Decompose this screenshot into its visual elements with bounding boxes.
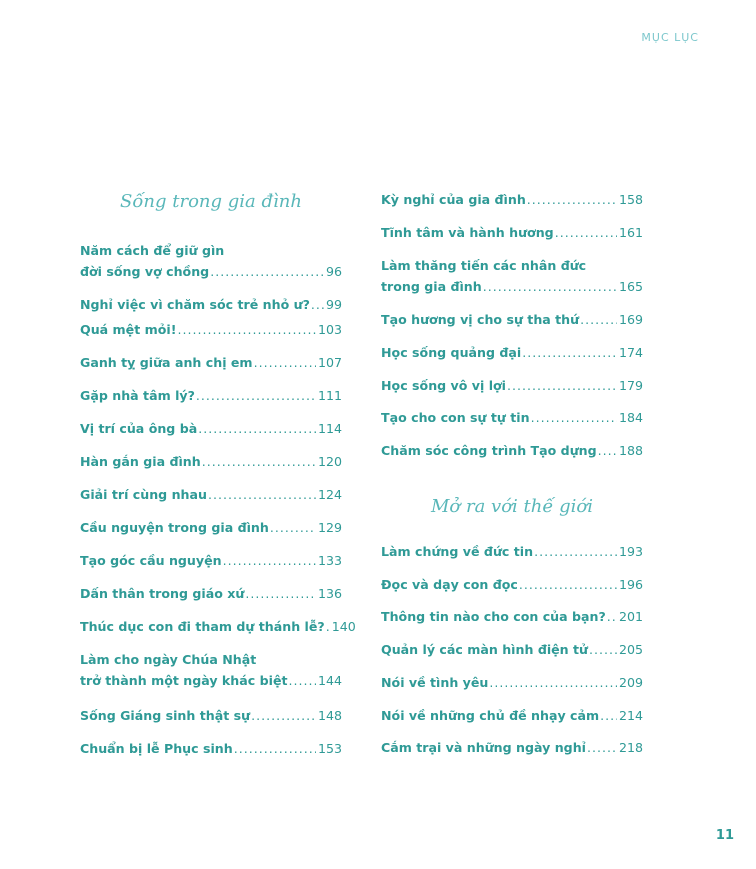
toc-entry[interactable] xyxy=(381,189,643,210)
toc-entry-line xyxy=(80,583,342,604)
toc-entry-page: 201 xyxy=(618,609,643,624)
dot-leader xyxy=(234,738,316,759)
dot-leader xyxy=(223,550,316,571)
toc-entry-title: Gặp nhà tâm lý? xyxy=(80,388,195,403)
toc-entry-page: 161 xyxy=(618,225,643,240)
toc-entry-page: 179 xyxy=(618,378,643,393)
toc-entry-page: 129 xyxy=(317,520,342,535)
toc-entry-line xyxy=(80,517,342,538)
toc-entry-line xyxy=(80,484,342,505)
toc-entry-page: 188 xyxy=(618,443,643,458)
toc-entry[interactable] xyxy=(80,294,342,315)
toc-entry-line xyxy=(381,276,643,297)
toc-entry-page: 144 xyxy=(317,673,342,688)
dot-leader xyxy=(489,672,617,693)
dot-leader xyxy=(177,319,315,340)
toc-entry-line xyxy=(381,541,643,562)
toc-entry-line xyxy=(381,440,643,461)
toc-entry-line xyxy=(80,385,342,406)
toc-entry[interactable] xyxy=(80,616,356,637)
toc-entry-line xyxy=(80,670,342,691)
toc-entry[interactable] xyxy=(381,309,643,330)
toc-entry-line xyxy=(80,616,356,637)
toc-entry-line xyxy=(381,375,643,396)
toc-entry[interactable] xyxy=(381,222,643,243)
dot-leader xyxy=(600,705,617,726)
toc-entry-title: Thông tin nào cho con của bạn? xyxy=(381,609,606,624)
dot-leader xyxy=(270,517,316,538)
toc-entry-title: Tạo cho con sự tự tin xyxy=(381,410,530,425)
toc-entry-page: 196 xyxy=(618,577,643,592)
toc-entry-title: Chuẩn bị lễ Phục sinh xyxy=(80,741,233,756)
toc-entry-page: 205 xyxy=(618,642,643,657)
toc-entry-line xyxy=(381,407,643,428)
toc-entry-title: đời sống vợ chồng xyxy=(80,264,210,279)
dot-leader xyxy=(531,407,617,428)
dot-leader xyxy=(534,541,617,562)
toc-entry[interactable] xyxy=(381,375,643,396)
toc-entry-page: 99 xyxy=(325,297,342,312)
toc-entry-page: 133 xyxy=(317,553,342,568)
toc-entry-title: Học sống quảng đại xyxy=(381,345,522,360)
toc-entry-line xyxy=(381,672,643,693)
toc-entry-line xyxy=(80,294,342,315)
toc-entry[interactable] xyxy=(381,342,643,363)
dot-leader xyxy=(289,670,316,691)
toc-entry[interactable] xyxy=(80,738,342,759)
toc-entry-title: Sống Giáng sinh thật sự xyxy=(80,708,251,723)
toc-entry-title-line1: Làm cho ngày Chúa Nhật xyxy=(80,652,257,667)
toc-entry-page: 120 xyxy=(317,454,342,469)
toc-entry[interactable] xyxy=(381,672,643,693)
toc-entry-page: 218 xyxy=(618,740,643,755)
toc-entry[interactable] xyxy=(381,639,643,660)
toc-entry[interactable] xyxy=(80,550,342,571)
toc-entry-page: 209 xyxy=(618,675,643,690)
toc-entry-page: 107 xyxy=(317,355,342,370)
toc-entry-line xyxy=(381,737,643,758)
toc-entry-line xyxy=(80,261,342,282)
toc-entry-line xyxy=(381,705,643,726)
toc-entry[interactable] xyxy=(80,705,342,726)
toc-entry-title: Dấn thân trong giáo xứ xyxy=(80,586,245,601)
toc-entry[interactable] xyxy=(80,240,342,282)
toc-entry-line xyxy=(381,222,643,243)
running-header: MỤC LỤC xyxy=(641,31,699,44)
toc-entry-line xyxy=(80,550,342,571)
toc-entry-page: 96 xyxy=(325,264,342,279)
section-title-family: Sống trong gia đình xyxy=(120,191,302,212)
toc-entry-title: Quá mệt mỏi! xyxy=(80,322,177,337)
dot-leader xyxy=(580,309,617,330)
toc-entry-line xyxy=(80,418,342,439)
toc-entry-title-line1: Năm cách để giữ gìn xyxy=(80,243,225,258)
toc-entry-page: 169 xyxy=(618,312,643,327)
toc-entry-page: 148 xyxy=(317,708,342,723)
section-title-world: Mở ra với thế giới xyxy=(430,496,594,517)
dot-leader xyxy=(196,385,316,406)
toc-entry-title: Hàn gắn gia đình xyxy=(80,454,201,469)
toc-entry[interactable] xyxy=(80,484,342,505)
toc-entry-title: Giải trí cùng nhau xyxy=(80,487,207,502)
toc-entry-page: 174 xyxy=(618,345,643,360)
toc-entry[interactable] xyxy=(381,407,643,428)
toc-entry-line xyxy=(381,639,643,660)
toc-entry-page: 140 xyxy=(331,619,356,634)
toc-entry-line xyxy=(80,352,342,373)
toc-entry-line xyxy=(381,309,643,330)
toc-entry-line xyxy=(381,606,643,627)
toc-entry-title: Tạo góc cầu nguyện xyxy=(80,553,222,568)
toc-entry[interactable] xyxy=(381,255,643,297)
dot-leader xyxy=(483,276,617,297)
toc-entry[interactable] xyxy=(80,451,342,472)
toc-entry-title: Quản lý các màn hình điện tử xyxy=(381,642,589,657)
toc-entry-line xyxy=(80,738,342,759)
toc-entry-page: 136 xyxy=(317,586,342,601)
toc-entry-title-line1: Làm thăng tiến các nhân đức xyxy=(381,258,587,273)
dot-leader xyxy=(210,261,324,282)
dot-leader xyxy=(251,705,316,726)
toc-entry-title: Nói về tình yêu xyxy=(381,675,489,690)
toc-entry-title: Thúc dục con đi tham dự thánh lễ? xyxy=(80,619,325,634)
toc-entry[interactable] xyxy=(80,385,342,406)
dot-leader xyxy=(522,342,617,363)
toc-entry-page: 111 xyxy=(317,388,342,403)
page-number: 11 xyxy=(715,828,734,843)
toc-entry-title: trong gia đình xyxy=(381,279,482,294)
dot-leader xyxy=(198,418,316,439)
dot-leader xyxy=(587,737,617,758)
dot-leader xyxy=(326,616,330,637)
toc-entry-line xyxy=(80,319,342,340)
dot-leader xyxy=(519,574,617,595)
toc-entry-page: 184 xyxy=(618,410,643,425)
dot-leader xyxy=(254,352,316,373)
toc-entry-title: Đọc và dạy con đọc xyxy=(381,577,518,592)
toc-entry-title: Nghỉ việc vì chăm sóc trẻ nhỏ ư? xyxy=(80,297,310,312)
toc-entry-title: Tạo hương vị cho sự tha thứ xyxy=(381,312,580,327)
toc-entry-page: 114 xyxy=(317,421,342,436)
toc-entry-line xyxy=(381,189,643,210)
toc-entry-title: Chăm sóc công trình Tạo dựng xyxy=(381,443,597,458)
toc-entry-page: 165 xyxy=(618,279,643,294)
toc-entry-title: Học sống vô vị lợi xyxy=(381,378,506,393)
toc-entry-page: 124 xyxy=(317,487,342,502)
toc-entry-page: 153 xyxy=(317,741,342,756)
toc-entry-line xyxy=(80,451,342,472)
toc-entry[interactable] xyxy=(381,541,643,562)
dot-leader xyxy=(607,606,617,627)
toc-entry[interactable] xyxy=(80,418,342,439)
toc-entry-title: trở thành một ngày khác biệt xyxy=(80,673,288,688)
dot-leader xyxy=(589,639,617,660)
toc-entry[interactable] xyxy=(381,737,643,758)
toc-entry-page: 158 xyxy=(618,192,643,207)
toc-entry[interactable] xyxy=(80,649,342,691)
toc-entry[interactable] xyxy=(80,517,342,538)
toc-entry-title: Ganh tỵ giữa anh chị em xyxy=(80,355,253,370)
toc-entry-title: Vị trí của ông bà xyxy=(80,421,198,436)
toc-entry[interactable] xyxy=(381,574,643,595)
toc-entry-page: 193 xyxy=(618,544,643,559)
dot-leader xyxy=(555,222,617,243)
toc-entry-page: 214 xyxy=(618,708,643,723)
toc-entry-line xyxy=(381,574,643,595)
toc-entry-title: Nói về những chủ đề nhạy cảm xyxy=(381,708,600,723)
toc-entry-line xyxy=(80,705,342,726)
toc-entry[interactable] xyxy=(381,705,643,726)
toc-entry-line xyxy=(381,342,643,363)
toc-entry-title: Kỳ nghỉ của gia đình xyxy=(381,192,526,207)
toc-entry-title: Làm chứng về đức tin xyxy=(381,544,534,559)
toc-entry-page: 103 xyxy=(317,322,342,337)
dot-leader xyxy=(202,451,316,472)
dot-leader xyxy=(208,484,316,505)
toc-entry[interactable] xyxy=(80,319,342,340)
toc-entry[interactable] xyxy=(381,606,643,627)
toc-entry[interactable] xyxy=(80,352,342,373)
dot-leader xyxy=(527,189,617,210)
dot-leader xyxy=(507,375,617,396)
toc-entry-title: Tĩnh tâm và hành hương xyxy=(381,225,554,240)
toc-entry[interactable] xyxy=(381,440,643,461)
toc-entry[interactable] xyxy=(80,583,342,604)
dot-leader xyxy=(245,583,316,604)
dot-leader xyxy=(598,440,617,461)
toc-entry-title: Cắm trại và những ngày nghỉ xyxy=(381,740,586,755)
toc-entry-title: Cầu nguyện trong gia đình xyxy=(80,520,269,535)
dot-leader xyxy=(311,294,324,315)
